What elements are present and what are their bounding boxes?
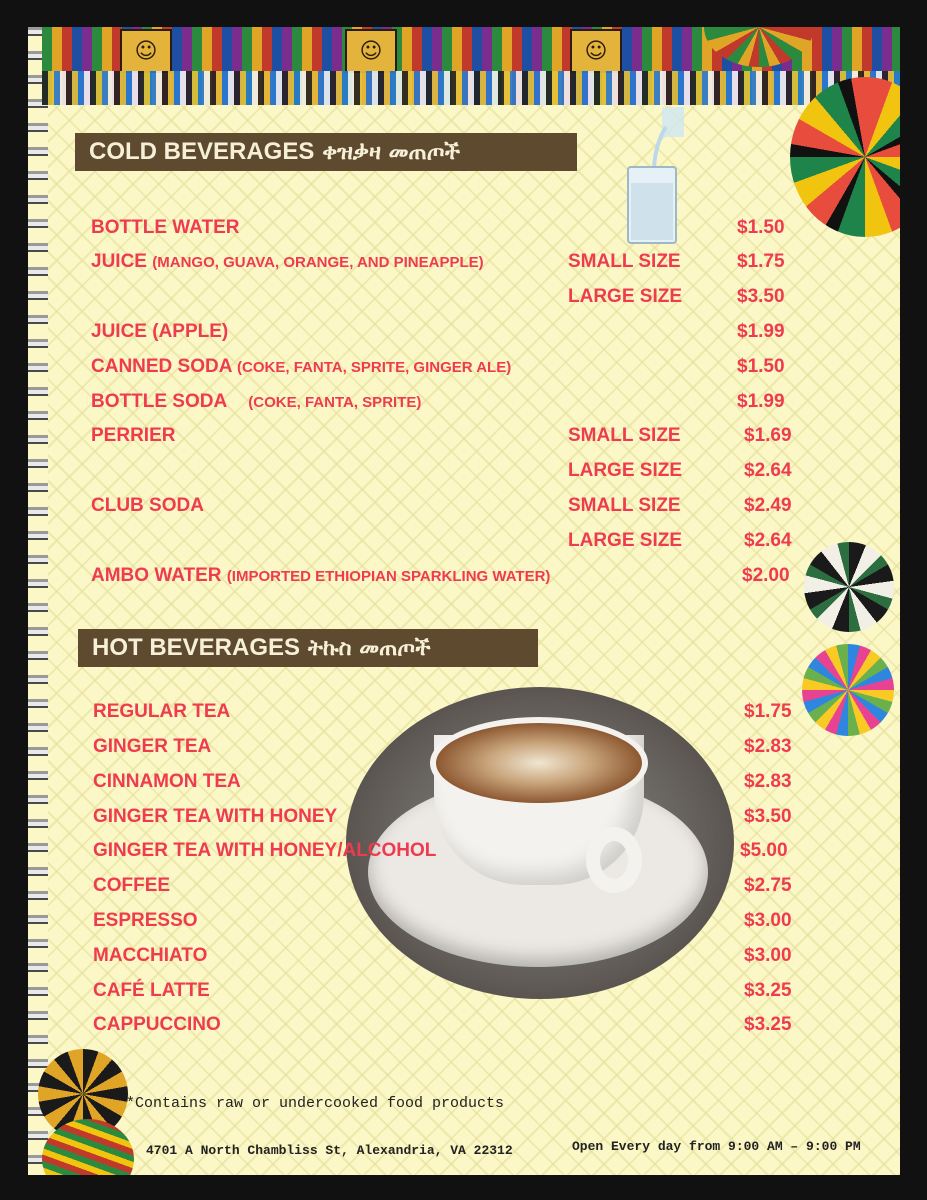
section-title: HOT BEVERAGES xyxy=(92,634,301,661)
hot-beverages-header xyxy=(78,629,538,667)
item-size: LARGE SIZE xyxy=(568,286,683,307)
item-price: $2.64 xyxy=(744,530,792,551)
cold-beverages-header xyxy=(75,133,577,171)
item-price: $2.83 xyxy=(744,736,792,757)
opening-hours: Open Every day from 9:00 AM – 9:00 PM xyxy=(572,1139,861,1154)
item-detail: (IMPORTED ETHIOPIAN SPARKLING WATER) xyxy=(226,568,551,585)
item-name: REGULAR TEA xyxy=(93,701,231,722)
list-item xyxy=(28,421,900,449)
item-price: $3.50 xyxy=(737,286,785,307)
item-price: $1.99 xyxy=(737,321,785,342)
item-name: MACCHIATO xyxy=(93,945,208,966)
list-item xyxy=(28,526,900,554)
list-item xyxy=(28,352,900,380)
list-item xyxy=(28,282,900,310)
section-title: COLD BEVERAGES xyxy=(89,138,315,165)
item-name: CLUB SODA xyxy=(91,495,204,516)
item-name: PERRIER xyxy=(91,425,176,446)
item-price: $3.00 xyxy=(744,910,792,931)
item-price: $2.83 xyxy=(744,771,792,792)
section-title-amharic: ትኩስ መጠጦች xyxy=(308,635,431,661)
item-detail: (MANGO, GUAVA, ORANGE, AND PINEAPPLE) xyxy=(152,254,484,271)
list-item xyxy=(28,697,900,725)
list-item xyxy=(28,941,900,969)
list-item xyxy=(28,871,900,899)
item-price: $2.75 xyxy=(744,875,792,896)
item-price: $3.25 xyxy=(744,1014,792,1035)
item-size: LARGE SIZE xyxy=(568,530,683,551)
item-price: $1.99 xyxy=(737,391,785,412)
item-name: CAPPUCCINO xyxy=(93,1014,221,1035)
list-item xyxy=(28,491,900,519)
item-size: SMALL SIZE xyxy=(568,425,681,446)
item-name: GINGER TEA xyxy=(93,736,212,757)
item-name: COFFEE xyxy=(93,875,171,896)
item-price: $3.00 xyxy=(744,945,792,966)
item-size: LARGE SIZE xyxy=(568,460,683,481)
item-price: $3.50 xyxy=(744,806,792,827)
list-item xyxy=(28,906,900,934)
item-name: CANNED SODA xyxy=(91,356,232,377)
item-price: $2.64 xyxy=(744,460,792,481)
item-detail: (COKE, FANTA, SPRITE, GINGER ALE) xyxy=(237,359,512,376)
list-item xyxy=(28,317,900,345)
item-name: BOTTLE SODA xyxy=(91,391,228,412)
item-size: SMALL SIZE xyxy=(568,495,681,516)
face-motif-icon: ☺ xyxy=(345,29,397,73)
item-price: $2.49 xyxy=(744,495,792,516)
item-price: $3.25 xyxy=(744,980,792,1001)
list-item xyxy=(28,836,900,864)
list-item xyxy=(28,387,900,415)
item-detail: (COKE, FANTA, SPRITE) xyxy=(248,394,422,411)
item-name: CAFÉ LATTE xyxy=(93,980,210,1001)
item-price: $1.50 xyxy=(737,217,785,238)
footnote: *Contains raw or undercooked food products xyxy=(126,1095,505,1112)
item-name: JUICE xyxy=(91,251,147,272)
list-item xyxy=(28,247,900,275)
item-name: CINNAMON TEA xyxy=(93,771,241,792)
list-item xyxy=(28,213,900,241)
list-item xyxy=(28,561,900,589)
item-price: $1.75 xyxy=(744,701,792,722)
list-item xyxy=(28,802,900,830)
item-price: $1.50 xyxy=(737,356,785,377)
address: 4701 A North Chambliss St, Alexandria, VA 22312 xyxy=(146,1143,513,1158)
face-motif-icon: ☺ xyxy=(120,29,172,73)
item-size: SMALL SIZE xyxy=(568,251,681,272)
item-name: JUICE (APPLE) xyxy=(91,321,229,342)
item-price: $2.00 xyxy=(742,565,790,586)
item-name: GINGER TEA WITH HONEY xyxy=(93,806,338,827)
list-item xyxy=(28,732,900,760)
list-item xyxy=(28,767,900,795)
list-item xyxy=(28,1010,900,1038)
item-name: GINGER TEA WITH HONEY/ALCOHOL xyxy=(93,840,437,861)
list-item xyxy=(28,976,900,1004)
item-price: $1.69 xyxy=(744,425,792,446)
face-motif-icon: ☺ xyxy=(570,29,622,73)
item-name: BOTTLE WATER xyxy=(91,217,240,238)
list-item xyxy=(28,456,900,484)
item-name: ESPRESSO xyxy=(93,910,198,931)
item-price: $5.00 xyxy=(740,840,788,861)
item-name: AMBO WATER xyxy=(91,565,222,586)
menu-page xyxy=(28,27,900,1175)
item-price: $1.75 xyxy=(737,251,785,272)
section-title-amharic: ቀዝቃዛ መጠጦች xyxy=(322,139,461,165)
